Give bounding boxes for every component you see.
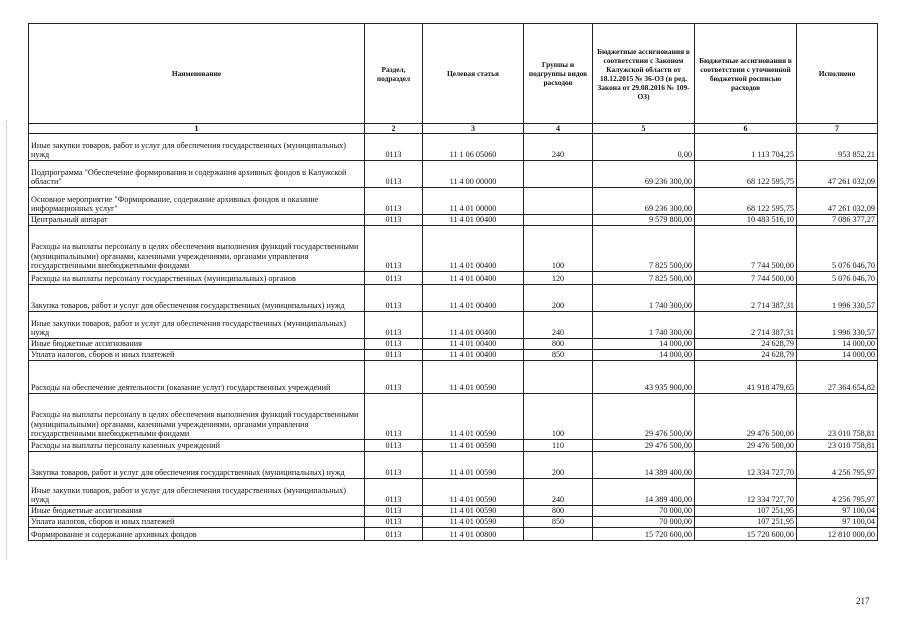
row-law-amount: 43 935 900,00 [593, 361, 695, 394]
row-name: Закупка товаров, работ и услуг для обеспечения государственных (муниципальных) нужд [29, 285, 365, 312]
row-target: 11 4 01 00590 [423, 517, 524, 528]
row-refined-amount: 107 251,95 [695, 517, 797, 528]
row-target: 11 4 01 00590 [423, 506, 524, 517]
row-section: 0113 [365, 361, 423, 394]
row-section: 0113 [365, 452, 423, 479]
row-law-amount: 1 740 300,00 [593, 285, 695, 312]
row-name: Иные закупки товаров, работ и услуг для обеспечения государственных (муниципальных) нужд [29, 134, 365, 161]
table-row [29, 394, 878, 440]
row-refined-amount: 107 251,95 [695, 506, 797, 517]
row-section: 0113 [365, 215, 423, 226]
row-law-amount: 70 000,00 [593, 506, 695, 517]
row-executed-amount: 47 261 032,09 [797, 188, 878, 215]
row-law-amount: 29 476 500,00 [593, 394, 695, 440]
row-target: 11 4 01 00800 [423, 528, 524, 541]
row-name: Формирование и содержание архивных фондов [29, 528, 365, 541]
row-name: Расходы на выплаты персоналу государственных (муниципальных) органов [29, 272, 365, 285]
row-name: Иные закупки товаров, работ и услуг для обеспечения государственных (муниципальных) нужд [29, 312, 365, 339]
column-number: 3 [423, 124, 524, 134]
row-group: 800 [524, 339, 593, 350]
row-target: 11 4 01 00400 [423, 339, 524, 350]
row-law-amount: 14 389 400,00 [593, 452, 695, 479]
row-group: 200 [524, 285, 593, 312]
column-number: 6 [695, 124, 797, 134]
row-section: 0113 [365, 285, 423, 312]
table-row [29, 440, 878, 452]
row-executed-amount: 5 076 046,70 [797, 272, 878, 285]
row-section: 0113 [365, 440, 423, 452]
row-group: 800 [524, 506, 593, 517]
table-row [29, 361, 878, 394]
row-law-amount: 9 579 800,00 [593, 215, 695, 226]
row-name: Расходы на обеспечение деятельности (оказание услуг) государственных учреждений [29, 361, 365, 394]
row-target: 11 4 01 00590 [423, 440, 524, 452]
row-group [524, 161, 593, 188]
column-number: 4 [524, 124, 593, 134]
row-section: 0113 [365, 134, 423, 161]
row-section: 0113 [365, 272, 423, 285]
row-refined-amount: 24 628,79 [695, 350, 797, 361]
row-target: 11 4 01 00400 [423, 272, 524, 285]
row-target: 11 4 01 00590 [423, 361, 524, 394]
row-target: 11 4 01 00590 [423, 479, 524, 506]
row-executed-amount: 1 996 330,57 [797, 312, 878, 339]
row-refined-amount: 7 744 500,00 [695, 272, 797, 285]
row-section: 0113 [365, 188, 423, 215]
row-target: 11 4 01 00590 [423, 452, 524, 479]
row-group [524, 215, 593, 226]
table-row [29, 226, 878, 272]
table-row [29, 188, 878, 215]
row-target: 11 4 01 00400 [423, 312, 524, 339]
row-section: 0113 [365, 339, 423, 350]
row-executed-amount: 47 261 032,09 [797, 161, 878, 188]
row-law-amount: 69 236 300,00 [593, 161, 695, 188]
row-name: Уплата налогов, сборов и иных платежей [29, 350, 365, 361]
header-section: Раздел, подраздел [365, 24, 423, 124]
row-refined-amount: 12 334 727,70 [695, 452, 797, 479]
row-refined-amount: 24 628,79 [695, 339, 797, 350]
table-row [29, 452, 878, 479]
row-executed-amount: 12 810 000,00 [797, 528, 878, 541]
row-section: 0113 [365, 506, 423, 517]
row-section: 0113 [365, 226, 423, 272]
row-law-amount: 15 720 600,00 [593, 528, 695, 541]
table-row [29, 285, 878, 312]
row-refined-amount: 15 720 600,00 [695, 528, 797, 541]
row-group: 120 [524, 272, 593, 285]
row-name: Уплата налогов, сборов и иных платежей [29, 517, 365, 528]
row-refined-amount: 41 918 479,65 [695, 361, 797, 394]
table-row [29, 506, 878, 517]
row-target: 11 4 01 00000 [423, 188, 524, 215]
row-name: Расходы на выплаты персоналу в целях обеспечения выполнения функций государственными (муниципальными) органами, казенными учреждениями, органами управления государственными внебюджетными фондами [29, 226, 365, 272]
row-law-amount: 69 236 300,00 [593, 188, 695, 215]
row-law-amount: 14 389 400,00 [593, 479, 695, 506]
row-name: Основное мероприятие "Формирование, содержание архивных фондов и оказание информационных услуг" [29, 188, 365, 215]
row-refined-amount: 68 122 595,75 [695, 161, 797, 188]
row-section: 0113 [365, 479, 423, 506]
table-row [29, 134, 878, 161]
row-target: 11 4 01 00400 [423, 226, 524, 272]
table-body [29, 134, 878, 541]
row-law-amount: 1 740 300,00 [593, 312, 695, 339]
row-target: 11 4 01 00400 [423, 285, 524, 312]
row-target: 11 4 01 00400 [423, 350, 524, 361]
row-section: 0113 [365, 517, 423, 528]
row-section: 0113 [365, 350, 423, 361]
row-group: 850 [524, 517, 593, 528]
row-refined-amount: 2 714 387,31 [695, 285, 797, 312]
row-refined-amount: 29 476 500,00 [695, 440, 797, 452]
row-group: 240 [524, 312, 593, 339]
row-group: 240 [524, 134, 593, 161]
row-group: 100 [524, 394, 593, 440]
row-refined-amount: 68 122 595,75 [695, 188, 797, 215]
row-name: Расходы на выплаты персоналу в целях обеспечения выполнения функций государственными (муниципальными) органами, казенными учреждениями, органами управления государственными внебюджетными фондами [29, 394, 365, 440]
row-refined-amount: 1 113 704,25 [695, 134, 797, 161]
row-executed-amount: 7 086 377,27 [797, 215, 878, 226]
table-row [29, 215, 878, 226]
row-name: Закупка товаров, работ и услуг для обеспечения государственных (муниципальных) нужд [29, 452, 365, 479]
row-refined-amount: 29 476 500,00 [695, 394, 797, 440]
column-number: 2 [365, 124, 423, 134]
row-name: Подпрограмма "Обеспечение формирования и содержания архивных фондов в Калужской области" [29, 161, 365, 188]
row-name: Иные закупки товаров, работ и услуг для обеспечения государственных (муниципальных) нужд [29, 479, 365, 506]
row-executed-amount: 23 010 758,81 [797, 394, 878, 440]
row-law-amount: 7 825 500,00 [593, 272, 695, 285]
row-law-amount: 0,00 [593, 134, 695, 161]
row-section: 0113 [365, 312, 423, 339]
binding-margin-line [6, 120, 8, 560]
row-executed-amount: 23 010 758,81 [797, 440, 878, 452]
header-name: Наименование [29, 24, 365, 124]
header-refined: Бюджетные ассигнования в соответствии с уточненной бюджетной росписью расходов [695, 24, 797, 124]
header-groups: Группы и подгруппы видов расходов [524, 24, 593, 124]
row-target: 11 4 01 00590 [423, 394, 524, 440]
row-target: 11 1 06 05060 [423, 134, 524, 161]
row-group: 110 [524, 440, 593, 452]
table-row [29, 528, 878, 541]
row-group [524, 528, 593, 541]
row-executed-amount: 97 100,04 [797, 506, 878, 517]
row-executed-amount: 4 256 795,97 [797, 452, 878, 479]
header-executed: Исполнено [797, 24, 878, 124]
row-law-amount: 29 476 500,00 [593, 440, 695, 452]
row-refined-amount: 12 334 727,70 [695, 479, 797, 506]
row-name: Иные бюджетные ассигнования [29, 339, 365, 350]
row-executed-amount: 14 000,00 [797, 339, 878, 350]
row-name: Центральный аппарат [29, 215, 365, 226]
column-number: 1 [29, 124, 365, 134]
table-header-row [29, 24, 878, 124]
row-refined-amount: 10 483 516,10 [695, 215, 797, 226]
row-section: 0113 [365, 161, 423, 188]
row-section: 0113 [365, 394, 423, 440]
row-law-amount: 70 000,00 [593, 517, 695, 528]
row-group: 850 [524, 350, 593, 361]
row-law-amount: 14 000,00 [593, 350, 695, 361]
row-executed-amount: 27 364 654,82 [797, 361, 878, 394]
row-executed-amount: 953 852,21 [797, 134, 878, 161]
row-group: 100 [524, 226, 593, 272]
row-name: Расходы на выплаты персоналу казенных учреждений [29, 440, 365, 452]
header-target: Целевая статья [423, 24, 524, 124]
table-row [29, 479, 878, 506]
table-row [29, 272, 878, 285]
row-name: Иные бюджетные ассигнования [29, 506, 365, 517]
row-section: 0113 [365, 528, 423, 541]
row-executed-amount: 97 100,04 [797, 517, 878, 528]
row-group [524, 361, 593, 394]
budget-table [28, 23, 878, 541]
row-target: 11 4 01 00400 [423, 215, 524, 226]
row-group: 200 [524, 452, 593, 479]
row-refined-amount: 2 714 387,31 [695, 312, 797, 339]
row-refined-amount: 7 744 500,00 [695, 226, 797, 272]
row-executed-amount: 5 076 046,70 [797, 226, 878, 272]
row-law-amount: 7 825 500,00 [593, 226, 695, 272]
row-group [524, 188, 593, 215]
row-executed-amount: 4 256 795,97 [797, 479, 878, 506]
column-number: 5 [593, 124, 695, 134]
column-number-row [29, 124, 878, 134]
header-law: Бюджетные ассигнования в соответствии с Законом Калужской области от 18.12.2015 № 36-ОЗ (в ред. Закона от 29.08.2016 № 109-ОЗ) [593, 24, 695, 124]
table-row [29, 350, 878, 361]
table-row [29, 312, 878, 339]
row-group: 240 [524, 479, 593, 506]
row-executed-amount: 14 000,00 [797, 350, 878, 361]
table-row [29, 339, 878, 350]
row-target: 11 4 00 00000 [423, 161, 524, 188]
table-row [29, 517, 878, 528]
table-row [29, 161, 878, 188]
page-number: 217 [856, 596, 870, 606]
column-number: 7 [797, 124, 878, 134]
row-executed-amount: 1 996 330,57 [797, 285, 878, 312]
row-law-amount: 14 000,00 [593, 339, 695, 350]
